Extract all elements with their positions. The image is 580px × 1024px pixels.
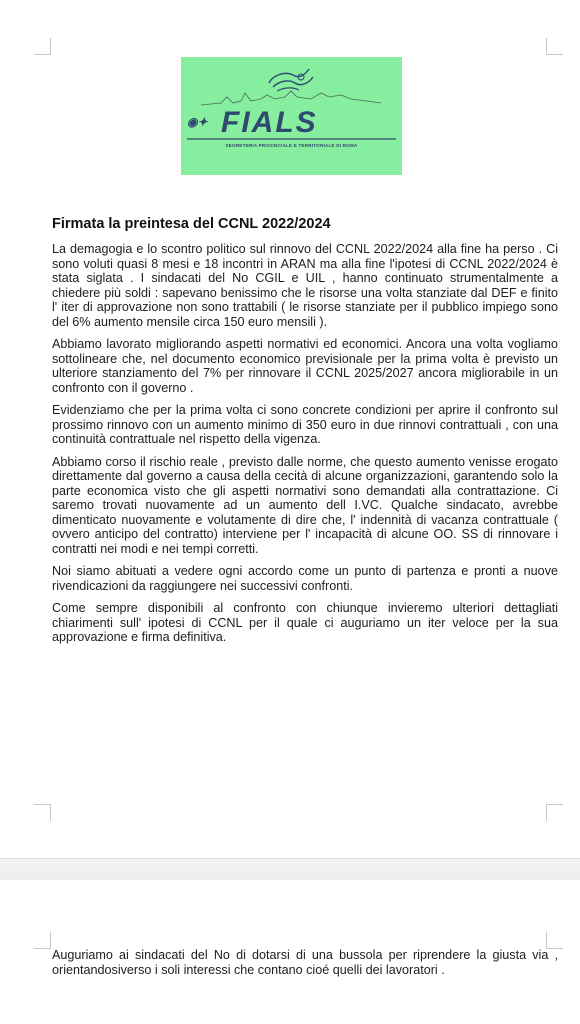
- crop-mark: [546, 932, 563, 949]
- logo-wordmark: FIALS: [221, 106, 318, 139]
- crop-mark: [546, 804, 563, 821]
- document-title: Firmata la preintesa del CCNL 2022/2024: [52, 216, 331, 232]
- crop-mark: [546, 38, 563, 55]
- paragraph: La demagogia e lo scontro politico sul rinnovo del CCNL 2022/2024 alla fine ha perso . Ci sono voluti quasi 8 mesi e 18 incontri in ARAN ma alla fine l'ipotesi di CCNL 2022/2024 è stata siglata . I sindacati del No CGIL e UIL , hanno continuato strumentalmente a chiedere più soldi : sapevano benissimo che le risorse una volta stanziate dal DEF e finito l' iter di approvazione non sono trattabili ( le risorse stanziate per il pubblico impiego sono del 6% aumento mensile circa 150 euro mensili ).: [52, 242, 558, 329]
- paragraph: Come sempre disponibili al confronto con chiunque invieremo ulteriori dettagliati chiarimenti sull' ipotesi di CCNL per il quale ci auguriamo un iter veloce per la sua approvazione e firma definitiva.: [52, 601, 558, 644]
- document-body: [52, 242, 558, 653]
- page-separator: [0, 858, 580, 882]
- paragraph: Abbiamo lavorato migliorando aspetti normativi ed economici. Ancora una volta vogliamo sottolineare che, nel documento economico previsionale per la prima volta è previsto un ulteriore stanziamento del 7% per rinnovare il CCNL 2025/2027 ancora migliorabile in un confronto con il governo .: [52, 337, 558, 395]
- crop-mark: [34, 932, 51, 949]
- crop-mark: [34, 38, 51, 55]
- paragraph: Noi siamo abituati a vedere ogni accordo come un punto di partenza e pronti a nuove rivendicazioni da raggiungere nei successivi confronti.: [52, 564, 558, 593]
- fials-logo: [181, 57, 402, 175]
- logo-mark: ◉✦: [187, 115, 208, 129]
- crop-mark: [34, 804, 51, 821]
- paragraph: Evidenziamo che per la prima volta ci sono concrete condizioni per aprire il confronto sul prossimo rinnovo con un aumento minimo di 350 euro in due rinnovi contrattuali , con una continuità contrattuale nel rispetto della vigenza.: [52, 403, 558, 446]
- page2-paragraph: Auguriamo ai sindacati del No di dotarsi di una bussola per riprendere la giusta via , orientandosiverso i soli interessi che contano cioé quelli dei lavoratori .: [52, 948, 558, 977]
- logo-subtitle: SEGRETERIA PROVINCIALE E TERRITORIALE DI ROMA: [225, 143, 358, 148]
- paragraph: Abbiamo corso il rischio reale , previsto dalle norme, che questo aumento venisse erogato direttamente dal governo a causa della cecità di alcune organizzazioni, garantendo solo la parte economica visto che gli aspetti normativi sono demandati alla contrattazione. Ci saremo trovati nuovamente ad un aumento dell I.VC. Qualche sindacato, avrebbe dimenticato nuovamente e volutamente di dire che, l' indennità di vacanza contrattuale ( ovvero anticipo del contratto) interviene per l' incapacità di alcune OO. SS di rinnovare i contratti nei modi e nei tempi corretti.: [52, 454, 558, 556]
